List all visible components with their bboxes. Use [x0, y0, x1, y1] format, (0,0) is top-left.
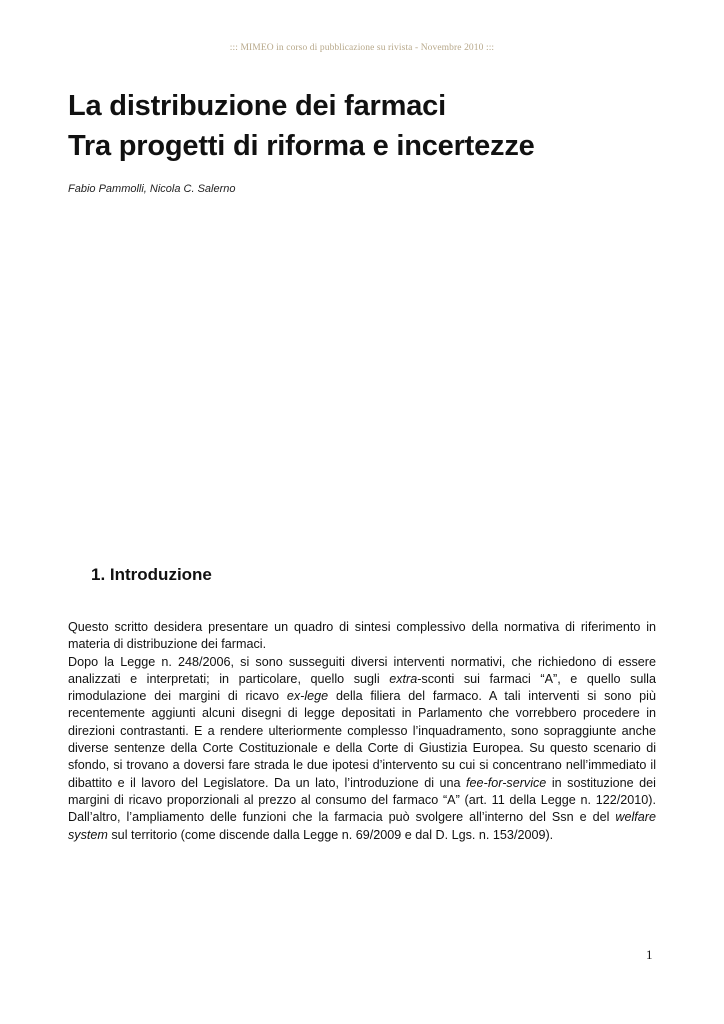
p2-segment-d: in sostituzione dei margini di ricavo proporzionali al prezzo al consumo del farmaco “A” (art. 11 della Legge n. 122/2010). Dall’altro, l’ampliamento delle funzioni che la farmacia può svolgere all’interno del Ssn e del — [68, 775, 656, 825]
paragraph-2 — [68, 654, 656, 844]
p2-extra-italic: extra — [389, 671, 418, 686]
p2-segment-c: della filiera del farmaco. A tali interventi si sono più recentemente aggiunti alcuni disegni di legge depositati in Parlamento che vorrebbero procedere in direzioni contrastanti. E a rendere ulteriormente complesso l’inquadramento, sono sopraggiunte anche diverse sentenze della Corte Costituzionale e della Corte di Giustizia Europea. Su questo scenario di sfondo, si trovano a doversi fare strada le due ipotesi d’intervento su cui si concentrano nell’immediato il dibattito e il lavoro del Legislatore. Da un lato, l’introduzione di una — [68, 689, 656, 790]
title-line-1: La distribuzione dei farmaci — [68, 90, 446, 122]
document-title — [68, 86, 668, 166]
p2-exlege-italic: ex-lege — [286, 689, 329, 704]
running-header: ::: MIMEO in corso di pubblicazione su rivista - Novembre 2010 ::: — [229, 43, 495, 53]
p2-fee-italic: fee-for-service — [466, 775, 547, 790]
paragraph-1: Questo scritto desidera presentare un quadro di sintesi complessivo della normativa di riferimento in materia di distribuzione dei farmaci. — [68, 620, 656, 652]
authors: Fabio Pammolli, Nicola C. Salerno — [68, 183, 236, 195]
title-line-2: Tra progetti di riforma e incertezze — [68, 130, 535, 162]
p2-segment-b: -sconti sui farmaci “A”, e quello sulla rimodulazione dei margini di ricavo — [68, 671, 656, 704]
p2-segment-e: sul territorio (come discende dalla Legge n. 69/2009 e dal D. Lgs. n. 153/2009). — [107, 827, 554, 842]
body-text — [68, 619, 656, 844]
section-heading: 1. Introduzione — [91, 565, 212, 584]
p2-welfare-italic: welfare system — [68, 810, 656, 842]
page-number: 1 — [646, 947, 653, 962]
p2-segment-a: Dopo la Legge n. 248/2006, si sono susseguiti diversi interventi normativi, che richiedono di essere analizzati e interpretati; in particolare, quello sugli — [68, 654, 656, 686]
